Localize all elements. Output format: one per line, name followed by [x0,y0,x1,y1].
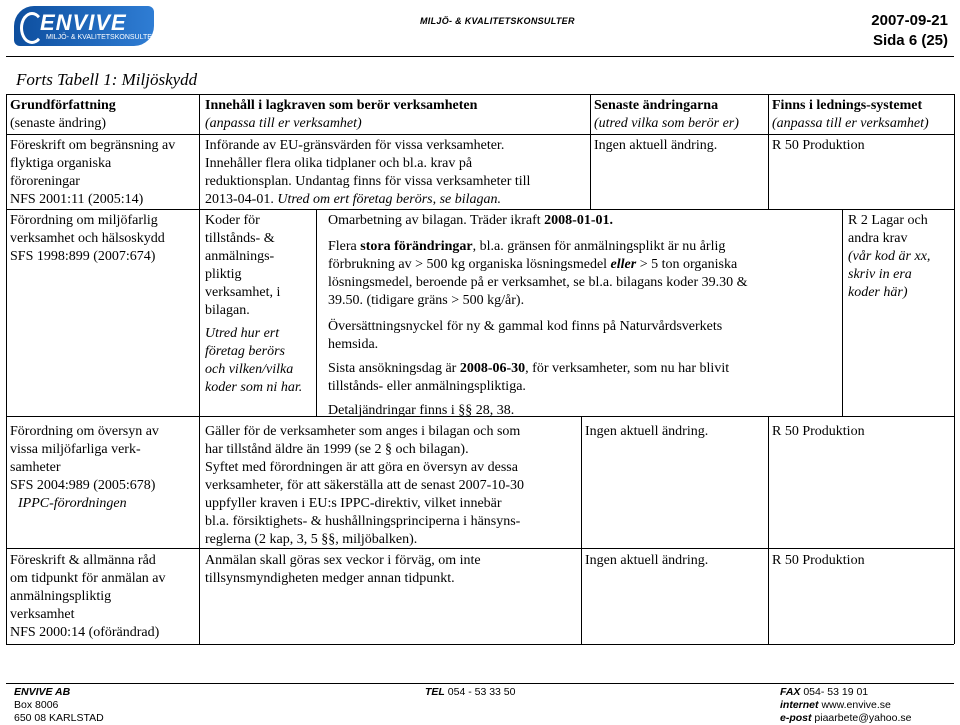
col2-title: Innehåll i lagkraven som berör verksamheten [205,98,478,113]
footer-email[interactable]: e-post piaarbete@yahoo.se [780,712,912,724]
row2-codes-note: företag berörs [205,344,285,359]
row3-content-line: bl.a. försiktighets- & hushållningsprinciperna i hänsyns- [205,514,521,529]
footer-divider [6,683,954,684]
row3-changes: Ingen aktuell ändring. [585,424,709,439]
row2-codes-note: koder som ni har. [205,380,303,395]
row2-change-p1: förbrukning av > 500 kg organiska lösningsmedel eller > 5 ton organiska [328,257,738,272]
footer-city: 650 08 KARLSTAD [14,712,104,724]
row2-change-p3: tillstånds- eller anmälningspliktiga. [328,379,526,394]
row4-law-line: om tidpunkt för anmälan av [10,571,166,586]
row3-law-line: Förordning om översyn av [10,424,159,439]
row2-change-p4: Detaljändringar finns i §§ 28, 38. [328,403,515,418]
row2-change-p1: Flera stora förändringar, bl.a. gränsen för anmälningsplikt är nu årlig [328,239,726,254]
table-caption: Forts Tabell 1: Miljöskydd [16,70,198,89]
row3-content-line: har tillstånd äldre än 1999 (se 2 § och bilagan). [205,442,469,457]
row4-law-line: NFS 2000:14 (oförändrad) [10,625,160,640]
row3-content-line: Gäller för de verksamheter som anges i bilagan och som [205,424,521,439]
row1-content-line: Innehåller flera olika tidplaner och bl.a. krav på [205,156,473,171]
row4-content-line: tillsynsmyndigheten medger annan tidpunkt. [205,571,455,586]
logo-subtitle: MILJÖ- & KVALITETSKONSULTER [46,34,157,41]
row2-law-line: verksamhet och hälsoskydd [10,231,165,246]
row2-change-p3: Sista ansökningsdag är 2008-06-30, för verksamheter, som nu har blivit [328,361,730,376]
col-line-2b [581,416,582,644]
row2-codes-line: verksamhet, i [205,285,281,300]
table-top-border [6,94,954,95]
row3-border [6,548,954,549]
row1-content-date: 2013-04-01. [205,192,274,207]
col2-subtitle: (anpassa till er verksamhet) [205,116,362,131]
header-date: 2007-09-21 [871,12,948,29]
col-line-4 [954,94,955,644]
row2-change-p1: lösningsmedel, beroende på er verksamhet, se bl.a. bilagans koder 39.30 & [328,275,748,290]
logo-text: ENVIVE [40,10,127,35]
row2-system-note: skriv in era [848,267,912,282]
row1-content-line: reduktionsplan. Undantag finns för vissa verksamheter till [205,174,531,189]
row1-system: R 50 Produktion [772,138,865,153]
row2-codes-note: och vilken/vilka [205,362,294,377]
row2-system-note: (vår kod är xx, [848,249,931,264]
row2-change-p2: hemsida. [328,337,379,352]
row3-content-line: verksamheter, för att säkerställa att de senast 2007-10-30 [205,478,524,493]
col-line-3c [842,209,843,416]
col-line-0 [6,94,7,644]
page-number: Sida 6 (25) [872,32,948,49]
col1-subtitle: (senaste ändring) [10,116,107,131]
row2-codes-line: pliktig [205,267,242,282]
row1-changes: Ingen aktuell ändring. [594,138,718,153]
row2-system: andra krav [848,231,908,246]
col-line-3a [768,94,769,209]
col4-title: Finns i lednings-systemet [772,98,923,113]
row2-codes-note: Utred hur ert [205,326,280,341]
col-line-sub [316,209,317,416]
header-row-border [6,134,954,135]
row2-codes-line: bilagan. [205,303,250,318]
row1-law-line: föroreningar [10,174,80,189]
row1-content-note: Utred om ert företag berörs, se bilagan. [277,192,502,207]
row4-law-line: Föreskrift & allmänna råd [10,553,156,568]
col-line-1 [199,94,200,644]
row3-law-alias: IPPC-förordningen [18,496,127,511]
row2-change-p2: Översättningsnyckel för ny & gammal kod finns på Naturvårdsverkets [328,319,723,334]
row3-system: R 50 Produktion [772,424,865,439]
row1-content-line: Införande av EU-gränsvärden för vissa verksamheter. [205,138,505,153]
row2-system-note: koder här) [848,285,908,300]
row1-law-line: flyktiga organiska [10,156,112,171]
table-bottom-border [6,644,954,645]
row2-change-head: Omarbetning av bilagan. Träder ikraft 2008-01-01. [328,213,613,228]
row1-law-line: Föreskrift om begränsning av [10,138,176,153]
row2-system: R 2 Lagar och [848,213,928,228]
row1-content-last [205,191,501,209]
row3-law-line: vissa miljöfarliga verk- [10,442,141,457]
row3-content-line: uppfyller kraven i EU:s IPPC-direktiv, vilket innebär [205,496,502,511]
row4-law-line: verksamhet [10,607,75,622]
row4-law-line: anmälningspliktig [10,589,112,604]
row1-law-line: NFS 2001:11 (2005:14) [10,192,144,207]
col3-subtitle: (utred vilka som berör er) [594,116,739,131]
footer-company: ENVIVE AB [14,686,71,698]
header-subtitle: MILJÖ- & KVALITETSKONSULTER [420,16,575,26]
row2-law-line: SFS 1998:899 (2007:674) [10,249,156,264]
row4-content-line: Anmälan skall göras sex veckor i förväg, om inte [205,553,481,568]
row2-codes-line: tillstånds- & [205,231,275,246]
row3-content-line: Syftet med förordningen är att göra en översyn av dessa [205,460,518,475]
col1-title: Grundförfattning [10,98,116,113]
footer-fax: FAX 054- 53 19 01 [780,686,869,698]
col3-title: Senaste ändringarna [594,98,719,113]
row3-law-line: SFS 2004:989 (2005:678) [10,478,156,493]
footer-internet[interactable]: internet www.envive.se [780,699,891,711]
col-line-2a [590,94,591,209]
col4-subtitle: (anpassa till er verksamhet) [772,116,929,131]
row4-system: R 50 Produktion [772,553,865,568]
row3-law-line: samheter [10,460,61,475]
row2-codes-line: anmälnings- [205,249,275,264]
row1-border-right [316,209,954,210]
header-divider [6,56,954,57]
row2-law-line: Förordning om miljöfarlig [10,213,158,228]
row3-content-line: reglerna (2 kap, 3, 5 §§, miljöbalken). [205,532,418,547]
row1-border-left [6,209,316,210]
footer-tel: TEL 054 - 53 33 50 [425,686,516,698]
footer-box: Box 8006 [14,699,59,711]
row4-changes: Ingen aktuell ändring. [585,553,709,568]
col-line-3b [768,416,769,644]
row2-codes-line: Koder för [205,213,260,228]
row2-change-p1: 39.50. (tidigare gräns > 500 kg/år). [328,293,525,308]
